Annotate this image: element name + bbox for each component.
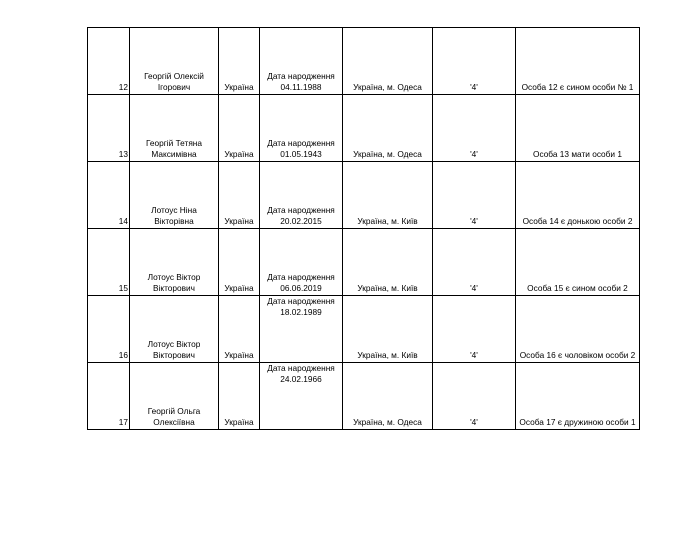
row-number-cell: [88, 363, 130, 430]
citizenship-cell: [219, 28, 260, 95]
citizenship: Україна: [224, 283, 254, 293]
code-cell: [433, 162, 516, 229]
person-name-line: Олексіївна: [153, 417, 195, 427]
person-name-cell: [130, 95, 219, 162]
birth-date-value: 01.05.1943: [280, 149, 322, 159]
code-cell: [433, 28, 516, 95]
code-cell: [433, 296, 516, 363]
row-number-cell: [88, 28, 130, 95]
birth-date-label: Дата народження: [267, 272, 335, 282]
birth-date-value: 18.02.1989: [280, 307, 322, 317]
code-cell: [433, 95, 516, 162]
birth-date-value: 24.02.1966: [280, 374, 322, 384]
citizenship-cell: [219, 162, 260, 229]
residence-cell: [343, 363, 433, 430]
person-name-line: Вікторович: [152, 350, 195, 360]
person-name-line: Лотоус Віктор: [147, 272, 201, 282]
person-name-line: Георгій Олексій: [144, 71, 204, 81]
relation-description: Особа 13 мати особи 1: [533, 149, 622, 159]
person-name-line: Лотоус Віктор: [147, 339, 201, 349]
birth-date-value: 20.02.2015: [280, 216, 322, 226]
table-row: [88, 162, 640, 229]
relation-description: Особа 14 є донькою особи 2: [522, 216, 633, 226]
birth-date-cell: [260, 363, 343, 430]
citizenship-cell: [219, 363, 260, 430]
relation-code: '4': [470, 149, 478, 159]
row-number-cell: [88, 296, 130, 363]
person-name-line: Максимівна: [151, 149, 197, 159]
birth-date-label: Дата народження: [267, 205, 335, 215]
relation-code: '4': [470, 216, 478, 226]
birth-date-label: Дата народження: [267, 71, 335, 81]
birth-date-cell: [260, 28, 343, 95]
residence-cell: [343, 95, 433, 162]
row-number: 16: [118, 350, 128, 360]
table-row: [88, 28, 640, 95]
person-name-line: Георгій Ольга: [147, 406, 201, 416]
relation-cell: [516, 95, 640, 162]
relation-cell: [516, 229, 640, 296]
row-number: 15: [118, 283, 128, 293]
table-row: [88, 229, 640, 296]
row-number-cell: [88, 162, 130, 229]
relation-description: Особа 12 є сином особи № 1: [521, 82, 634, 92]
birth-date-value: 06.06.2019: [280, 283, 322, 293]
birth-date-label: Дата народження: [267, 138, 335, 148]
residence-cell: [343, 229, 433, 296]
person-name-cell: [130, 28, 219, 95]
citizenship-cell: [219, 296, 260, 363]
person-name-line: Георгій Тетяна: [145, 138, 203, 148]
relation-cell: [516, 363, 640, 430]
citizenship: Україна: [224, 82, 254, 92]
person-name-cell: [130, 162, 219, 229]
birth-date-label: Дата народження: [267, 296, 335, 306]
citizenship-cell: [219, 229, 260, 296]
relation-description: Особа 17 є дружиною особи 1: [519, 417, 636, 427]
person-name-line: Лотоус Ніна Вікторівна: [151, 205, 197, 226]
relation-code: '4': [470, 283, 478, 293]
citizenship: Україна: [224, 350, 254, 360]
residence: Україна, м. Київ: [357, 283, 418, 293]
person-name-line: Вікторович: [152, 283, 195, 293]
person-name-line: Ігорович: [157, 82, 191, 92]
residence-cell: [343, 162, 433, 229]
row-number: 12: [118, 82, 128, 92]
birth-date-cell: [260, 162, 343, 229]
residence-cell: [343, 28, 433, 95]
birth-date-cell: [260, 296, 343, 363]
row-number-cell: [88, 95, 130, 162]
person-name-cell: [130, 363, 219, 430]
code-cell: [433, 229, 516, 296]
relation-cell: [516, 28, 640, 95]
row-number: 13: [118, 149, 128, 159]
row-number: 17: [118, 417, 128, 427]
registry-table: [87, 27, 640, 430]
residence: Україна, м. Київ: [357, 216, 418, 226]
citizenship: Україна: [224, 417, 254, 427]
relation-cell: [516, 162, 640, 229]
birth-date-value: 04.11.1988: [280, 82, 322, 92]
relation-code: '4': [470, 417, 478, 427]
table-row: [88, 95, 640, 162]
birth-date-label: Дата народження: [267, 363, 335, 373]
birth-date-cell: [260, 95, 343, 162]
citizenship-cell: [219, 95, 260, 162]
person-name-cell: [130, 296, 219, 363]
residence: Україна, м. Одеса: [353, 149, 422, 159]
table-row: [88, 296, 640, 363]
relation-code: '4': [470, 350, 478, 360]
residence: Україна, м. Одеса: [353, 417, 422, 427]
table-row: [88, 363, 640, 430]
residence: Україна, м. Одеса: [353, 82, 422, 92]
birth-date-cell: [260, 229, 343, 296]
residence-cell: [343, 296, 433, 363]
code-cell: [433, 363, 516, 430]
person-name-cell: [130, 229, 219, 296]
relation-description: Особа 16 є чоловіком особи 2: [519, 350, 636, 360]
relation-code: '4': [470, 82, 478, 92]
residence: Україна, м. Київ: [357, 350, 418, 360]
citizenship: Україна: [224, 216, 254, 226]
citizenship: Україна: [224, 149, 254, 159]
relation-cell: [516, 296, 640, 363]
relation-description: Особа 15 є сином особи 2: [527, 283, 628, 293]
row-number-cell: [88, 229, 130, 296]
row-number: 14: [118, 216, 128, 226]
